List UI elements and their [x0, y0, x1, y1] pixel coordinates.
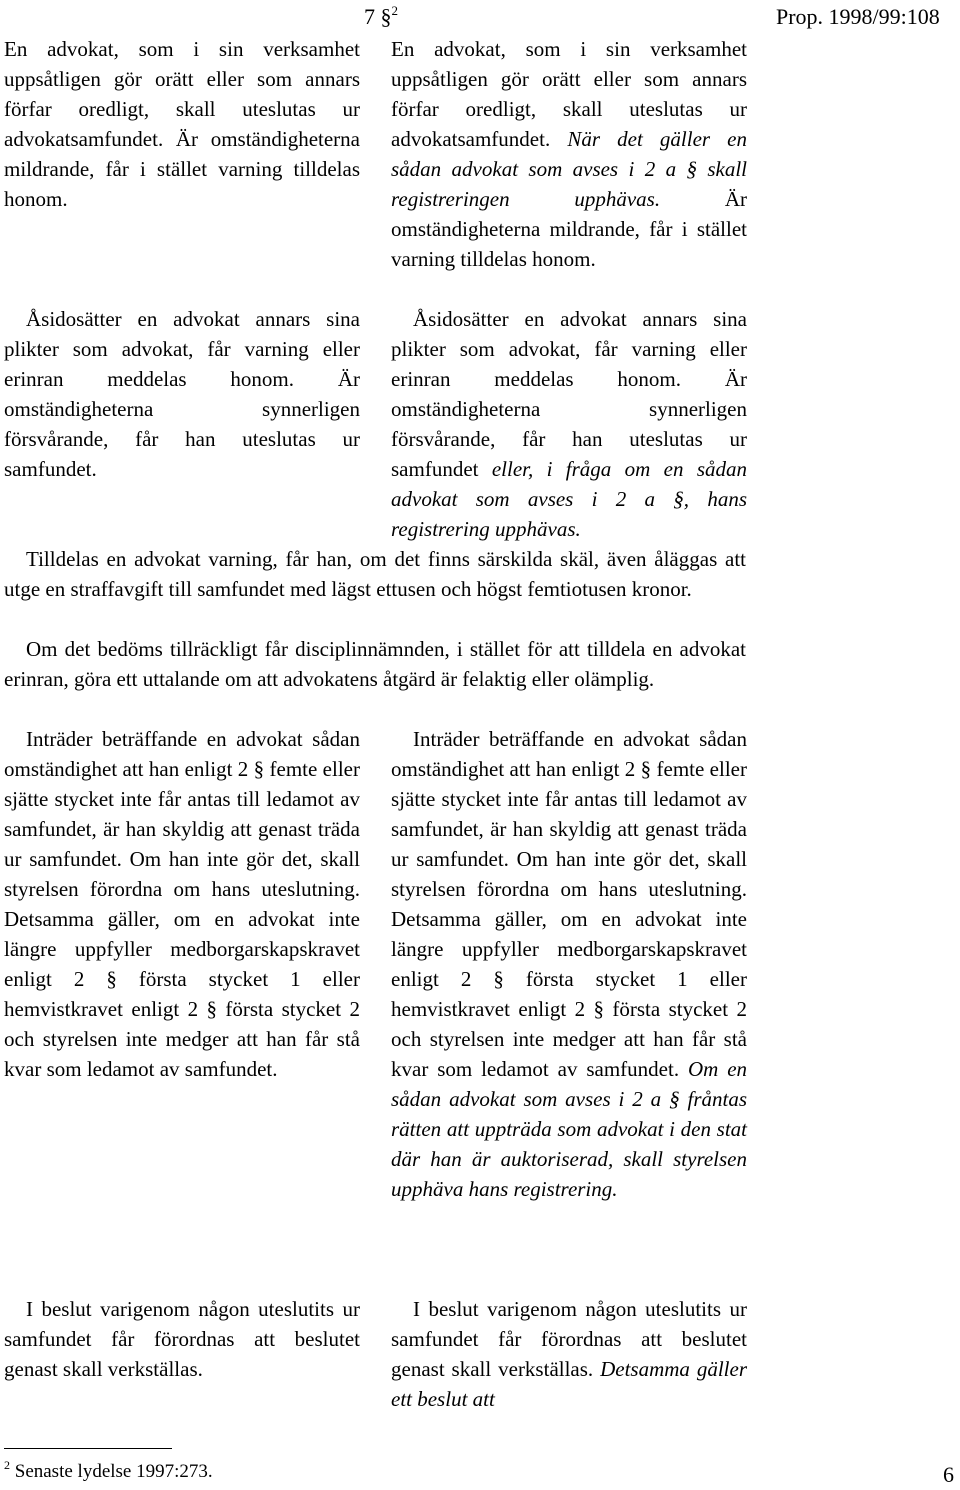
page-number: 6	[943, 1462, 954, 1487]
proposed-p1-amendment: När det gäller en sådan advokat som avses i 2 a § skall registreringen upphävas.	[391, 127, 747, 211]
current-paragraph-1: En advokat, som i sin verksamhet uppsåtligen gör orätt eller som annars förfar oredligt, skall uteslutas ur advokatsamfundet. Är omständigheterna mildrande, får i stället varning tilldelas honom.	[4, 37, 360, 211]
current-paragraph-3: Inträder beträffande en advokat sådan omständighet att han enligt 2 § femte eller sjätte stycket inte får antas till ledamot av samfundet, är han skyldig att genast träda ur samfundet. Om han inte gör det, skall styrelsen förordna om hans uteslutning. Detsamma gäller, om en advokat inte längre uppfyller medborgarskapskravet enligt 2 § första stycket 1 eller hemvistkravet enligt 2 § första stycket 2 och styrelsen inte medger att han får stå kvar som ledamot av samfundet.	[4, 727, 360, 1081]
section-heading	[364, 4, 398, 30]
common-paragraph-2: Om det bedöms tillräckligt får disciplinnämnden, i stället för att tilldela en advokat erinran, göra ett uttalande om att advokatens åtgärd är felaktig eller olämplig.	[4, 637, 746, 691]
footnote-ref: 2	[391, 3, 398, 18]
proposed-p3-plain: Inträder beträffande en advokat sådan omständighet att han enligt 2 § femte eller sjätte stycket inte får antas till ledamot av samfundet, är han skyldig att genast träda ur samfundet. Om han inte gör det, skall styrelsen förordna om hans uteslutning. Detsamma gäller, om en advokat inte längre uppfyller medborgarskapskravet enligt 2 § första stycket 1 eller hemvistkravet enligt 2 § första stycket 2 och styrelsen inte medger att han får stå kvar som ledamot av samfundet.	[391, 727, 747, 1081]
proposed-paragraph-3	[391, 724, 747, 1204]
current-paragraph-2: Åsidosätter en advokat annars sina plikter som advokat, får varning eller erinran meddelas honom. Är omständigheterna synnerligen försvårande, får han uteslutas ur samfundet.	[4, 307, 360, 481]
proposition-id: Prop. 1998/99:108	[776, 4, 940, 29]
proposed-p2-amendment: eller, i fråga om en sådan advokat som avses i 2 a §, hans registrering upphävas.	[391, 457, 748, 541]
proposed-p1-plain-2: Är omständigheterna mildrande, får i stället varning tilldelas honom.	[391, 187, 748, 271]
section-number: 7	[364, 4, 375, 29]
proposed-p3-amendment: Om en sådan advokat som avses i 2 a § fråntas rätten att uppträda som advokat i den stat där han är auktoriserad, skall styrelsen upphäva hans registrering.	[391, 1057, 748, 1201]
proposed-p4-amendment: Detsamma gäller ett beslut att	[391, 1357, 747, 1411]
footnote-marker: 2	[4, 1458, 10, 1472]
footnote-divider	[4, 1448, 172, 1449]
proposed-p4-plain: I beslut varigenom någon uteslutits ur samfundet får förordnas att beslutet genast skall verkställas.	[391, 1297, 747, 1381]
proposed-paragraph-1	[391, 34, 747, 274]
proposed-paragraph-4	[391, 1294, 747, 1414]
section-mark: §	[380, 4, 392, 29]
common-paragraph-1: Tilldelas en advokat varning, får han, om det finns särskilda skäl, även åläggas att utge en straffavgift till samfundet med lägst ettusen och högst femtiotusen kronor.	[4, 547, 746, 601]
proposed-p2-plain: Åsidosätter en advokat annars sina plikter som advokat, får varning eller erinran meddelas honom. Är omständigheterna synnerligen försvårande, får han uteslutas ur samfundet	[391, 307, 747, 481]
current-paragraph-4: I beslut varigenom någon uteslutits ur samfundet får förordnas att beslutet genast skall verkställas.	[4, 1297, 360, 1381]
footnote-text: Senaste lydelse 1997:273.	[14, 1461, 213, 1482]
proposed-p1-plain: En advokat, som i sin verksamhet uppsåtligen gör orätt eller som annars förfar oredligt, skall uteslutas ur advokatsamfundet.	[391, 37, 747, 151]
footnote	[4, 1460, 213, 1484]
proposed-paragraph-2	[391, 304, 747, 544]
